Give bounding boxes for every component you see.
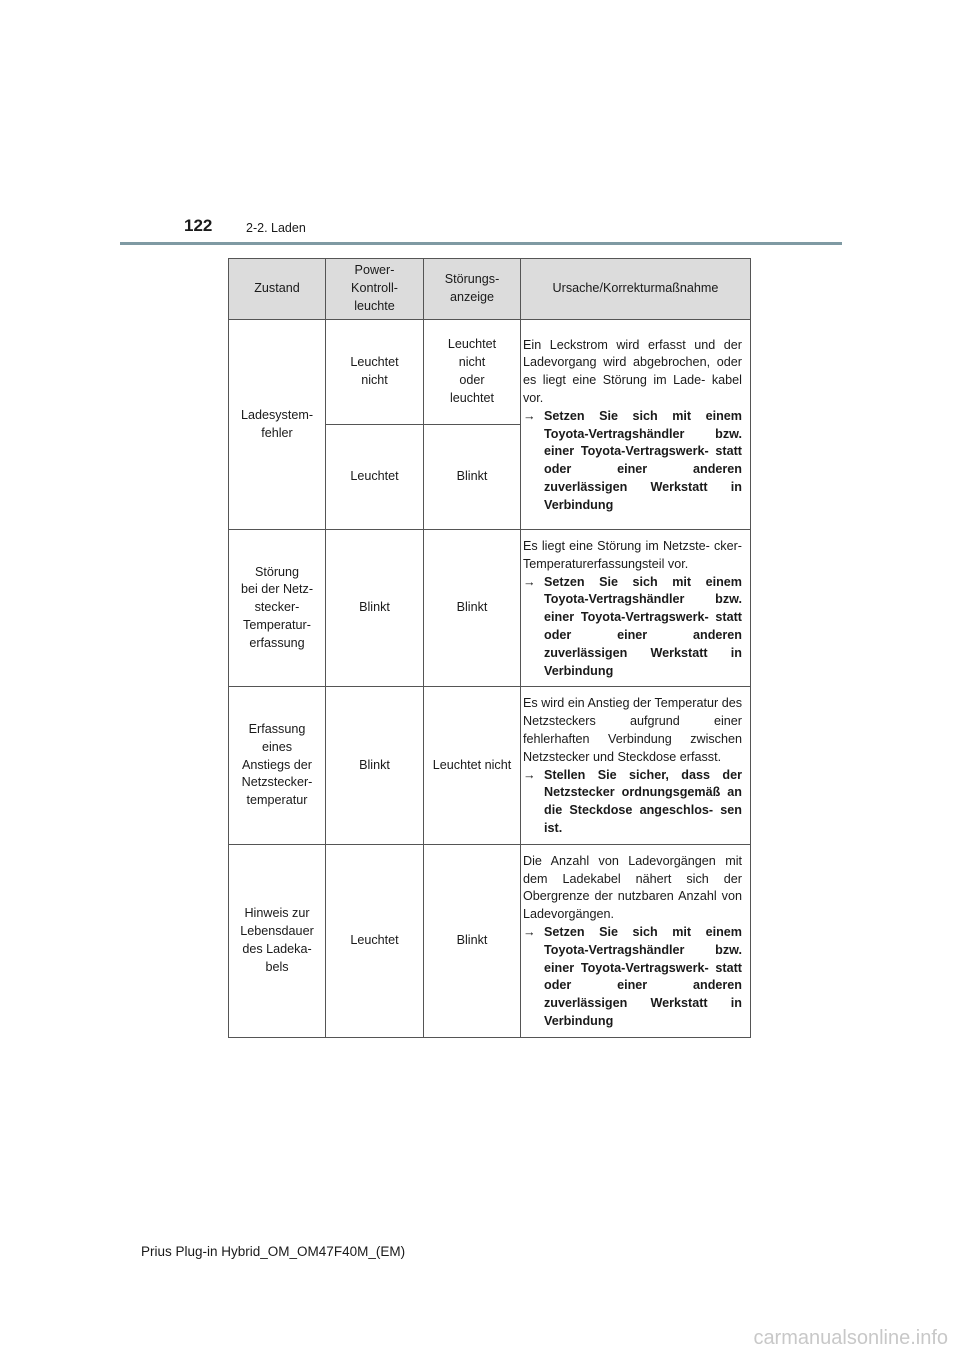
cell-text-line: Leuchtet xyxy=(447,337,497,352)
header-rule xyxy=(120,242,842,245)
condition-cell xyxy=(229,530,326,687)
action-text: Setzen Sie sich mit einem Toyota-Vertragshändler bzw. einer Toyota-Vertragswerk- statt oder einer anderen zuverlässigen Werkstatt in Verbindung xyxy=(544,924,742,1028)
cause-action-cell xyxy=(521,844,751,1037)
cell-text-line: leuchte xyxy=(354,298,395,313)
cause-action-cell xyxy=(521,687,751,844)
cell-text-line: Anstiegs der xyxy=(241,757,312,772)
cell-text-line: Störungs- xyxy=(444,272,500,287)
cell-text-line: nicht xyxy=(361,373,388,387)
status-table xyxy=(228,258,751,1038)
power-indicator-cell xyxy=(326,320,424,425)
cell-text-line: nicht xyxy=(458,355,486,370)
cell-text-line: anzeige xyxy=(449,290,495,304)
cell-text-line: bels xyxy=(265,959,289,974)
action-text-block xyxy=(523,574,742,681)
cause-text: Ein Leckstrom wird erfasst und der Ladevorgang wird abgebrochen, oder es liegt eine Störung im Lade- kabel vor. xyxy=(523,337,742,405)
cell-text-line: Kontroll- xyxy=(351,281,398,296)
arrow-icon: → xyxy=(523,767,536,782)
action-text: Setzen Sie sich mit einem Toyota-Vertragshändler bzw. einer Toyota-Vertragswerk- statt oder einer anderen zuverlässigen Werkstatt in Verbindung xyxy=(544,574,742,678)
cell-text-line: Leuchtet xyxy=(350,355,399,370)
cell-text-line: leuchtet xyxy=(449,390,495,405)
arrow-icon: → xyxy=(523,574,536,589)
action-text: Setzen Sie sich mit einem Toyota-Vertragshändler bzw. einer Toyota-Vertragswerk- statt oder einer anderen zuverlässigen Werkstatt in Verbindung xyxy=(544,408,742,512)
cell-text-line: Leuchtet nicht xyxy=(432,757,512,772)
cell-text-line: Leuchtet xyxy=(350,932,399,947)
cell-text-line: Blinkt xyxy=(359,757,390,772)
condition-cell xyxy=(229,687,326,844)
column-header-condition xyxy=(229,259,326,320)
cell-text-line: Störung xyxy=(254,564,300,579)
action-text-block xyxy=(523,767,742,838)
cell-text-line: Zustand xyxy=(254,281,300,296)
watermark: carmanualsonline.info xyxy=(753,1327,948,1349)
page-number: 122 xyxy=(184,216,213,235)
cell-text-line: stecker- xyxy=(254,600,300,615)
cell-text-line: Leuchtet xyxy=(350,469,399,484)
power-indicator-cell xyxy=(326,844,424,1037)
cause-text: Es wird ein Anstieg der Temperatur des Netzsteckers aufgrund einer fehlerhaften Verbindung zwischen Netzstecker und Steckdose erfasst. xyxy=(523,696,742,764)
cause-text: Die Anzahl von Ladevorgängen mit dem Ladekabel nähert sich der Obergrenze der nutzbaren Anzahl von Ladevorgängen. xyxy=(523,853,742,922)
column-header-fault-indicator xyxy=(424,259,521,320)
table-header-row xyxy=(229,259,751,320)
cell-text-line: oder xyxy=(459,373,485,387)
cell-text-line: Netzstecker- xyxy=(241,775,313,790)
power-indicator-cell xyxy=(326,687,424,844)
cell-text-line: Ursache/Korrekturmaßnahme xyxy=(552,281,719,296)
cell-text-line: erfassung xyxy=(249,635,305,650)
cell-text-line: des Ladeka- xyxy=(242,941,312,956)
cause-text: Es liegt eine Störung im Netzste- cker-Temperaturerfassungsteil vor. xyxy=(523,539,742,571)
cell-text-line: Erfassung xyxy=(248,722,306,737)
cell-text-line: Blinkt xyxy=(456,932,488,947)
cell-text-line: eines xyxy=(261,739,293,754)
document-footer: Prius Plug-in Hybrid_OM_OM47F40M_(EM) xyxy=(141,1244,406,1259)
arrow-icon: → xyxy=(523,924,536,939)
action-text: Stellen Sie sicher, dass der Netzstecker ordnungsgemäß an die Steckdose angeschlos- sen ist. xyxy=(544,767,742,835)
cause-action-cell xyxy=(521,320,751,530)
cause-action-cell xyxy=(521,530,751,687)
cell-text-line: Blinkt xyxy=(456,600,488,615)
section-title: 2-2. Laden xyxy=(246,221,306,235)
cell-text-line: temperatur xyxy=(246,793,308,808)
fault-indicator-cell xyxy=(424,687,521,844)
table-row xyxy=(229,844,751,1037)
arrow-icon: → xyxy=(523,408,536,423)
fault-indicator-cell xyxy=(424,844,521,1037)
action-text-block xyxy=(523,924,742,1031)
power-indicator-cell xyxy=(326,425,424,530)
fault-indicator-cell xyxy=(424,320,521,425)
status-table-container xyxy=(228,258,750,1038)
power-indicator-cell xyxy=(326,530,424,687)
table-row xyxy=(229,687,751,844)
condition-cell xyxy=(229,320,326,530)
column-header-cause-action xyxy=(521,259,751,320)
cell-text-line: Temperatur- xyxy=(243,618,311,633)
fault-indicator-cell xyxy=(424,425,521,530)
cell-text-line: Power- xyxy=(354,263,395,278)
fault-indicator-cell xyxy=(424,530,521,687)
action-text-block xyxy=(523,408,742,515)
cell-text-line: Blinkt xyxy=(456,469,488,484)
table-row xyxy=(229,530,751,687)
cell-text-line: Lebensdauer xyxy=(240,923,314,938)
column-header-power-indicator xyxy=(326,259,424,320)
cell-text-line: Hinweis zur xyxy=(244,906,310,921)
cell-text-line: fehler xyxy=(261,425,293,440)
cell-text-line: bei der Netz- xyxy=(240,582,314,597)
condition-cell xyxy=(229,844,326,1037)
table-row xyxy=(229,320,751,425)
cell-text-line: Blinkt xyxy=(359,600,390,615)
cell-text-line: Ladesystem- xyxy=(240,407,314,422)
